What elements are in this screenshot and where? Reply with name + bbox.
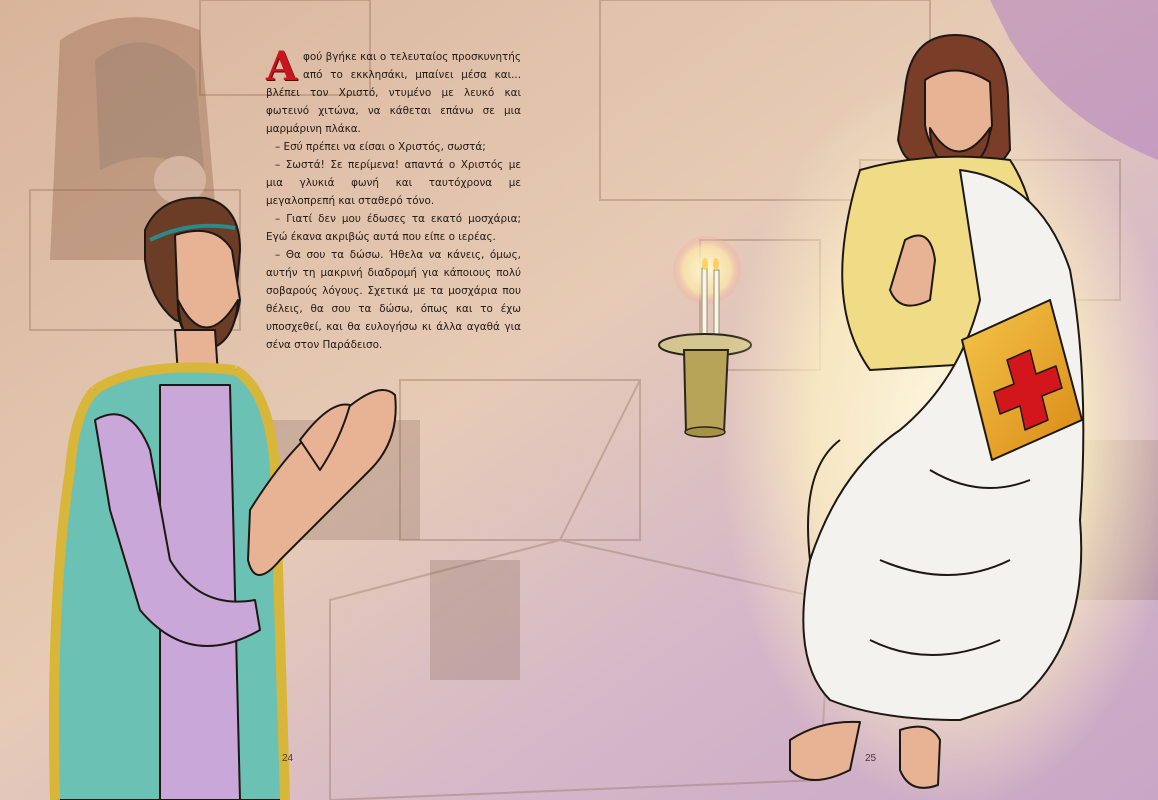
dialog-line-3: – Γιατί δεν μου έδωσες τα εκατό μοσχάρια; Εγώ έκανα ακριβώς αυτά που είπε ο ιερέας.: [266, 213, 521, 243]
dialog-line-1: – Εσύ πρέπει να είσαι ο Χριστός, σωστά;: [275, 141, 486, 153]
page-number-left: 24: [282, 753, 294, 764]
dialog-line-2: – Σωστά! Σε περίμενα! απαντά ο Χριστός με μια γλυκιά φωνή και ταυτόχρονα με μεγαλοπρεπή και σταθερό τόνο.: [266, 159, 521, 207]
paragraph-intro-text: φού βγήκε και ο τελευταίος προσκυνητής από το εκκλησάκι, μπαίνει μέσα και... βλέπει τον Χριστό, ντυμένο με λευκό και φωτεινό χιτώνα, να κάθεται επάνω σε μια μαρμάρινη πλάκα.: [266, 51, 521, 135]
dialog-line-4: – Θα σου τα δώσω. Ήθελα να κάνεις, όμως, αυτήν τη μακρινή διαδρομή για κάποιους πολύ σοβαρούς λόγους. Σχετικά με τα μοσχάρια που θέλεις, θα σου τα δώσω, όπως και το έχω υποσχεθεί, και θα ευλογήσω κι άλλα αγαθά για σένα στον Παράδεισο.: [266, 249, 521, 351]
story-text: [266, 43, 521, 354]
page-number-right: 25: [865, 753, 877, 764]
right-page: [579, 0, 1158, 800]
paragraph-intro: [266, 43, 521, 138]
drop-cap: Α: [266, 43, 298, 90]
